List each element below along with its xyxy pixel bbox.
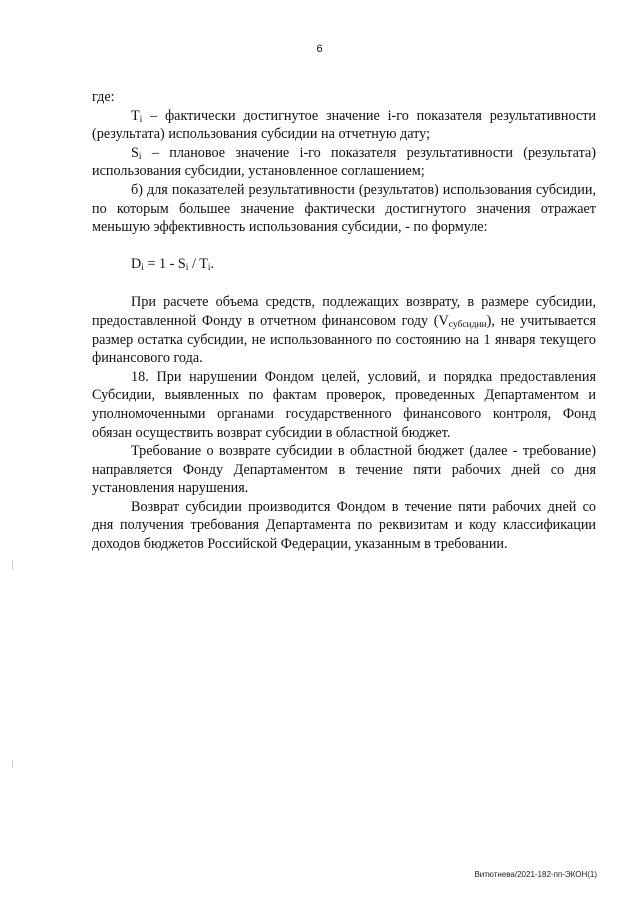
text-run: Возврат субсидии производится Фондом в течение пяти рабочих дней со дня получения требования Департамента по реквизитам и коду классификации доходов бюджетов Российской Федерации, указанным в требовании. <box>92 498 596 553</box>
subscript: субсидии <box>448 319 487 330</box>
subscript: i <box>139 114 143 125</box>
paragraph-calculation-note <box>92 293 596 367</box>
text-run: где: <box>92 89 115 105</box>
paragraph-item-18 <box>92 368 596 442</box>
text-run: . <box>210 255 215 272</box>
text-run: = 1 - S <box>143 255 186 272</box>
text-run: Требование о возврате субсидии в областной бюджет (далее - требование) направляется Фонду Департаментом в течение пяти рабочих дней со дня установления нарушения. <box>92 443 596 497</box>
text-run: 18. При нарушении Фондом целей, условий, и порядка предоставления Субсидии, выявленных по фактам проверок, проведенных Департаментом и уполномоченными органами государственного финансового контроля, Фонд обязан осуществить возврат субсидии в областной бюджет. <box>92 368 596 441</box>
page-number: 6 <box>316 43 323 55</box>
text-run: / T <box>188 255 208 272</box>
text-run: б) для показателей результативности (результатов) использования субсидии, по которым большее значение фактически достигнутого значения отражает меньшую эффективность использования субсидии, - по формуле: <box>92 181 596 236</box>
footer-document-id: Витютнева/2021-182-пп-ЭКОН(1) <box>474 870 597 879</box>
formula-di <box>92 255 596 274</box>
paragraph-requirement <box>92 442 596 498</box>
scan-artifact <box>12 760 13 768</box>
text-run: D <box>131 255 142 272</box>
subscript: i <box>185 262 189 273</box>
document-body <box>92 88 596 554</box>
text-run: При расчете объема средств, подлежащих возврату, в размере субсидии, предоставленной Фонду в отчетном финансовом году (V <box>92 294 596 329</box>
subscript: i <box>138 151 142 162</box>
subscript: i <box>207 262 211 273</box>
paragraph-ti-definition <box>92 107 596 144</box>
paragraph-item-b <box>92 181 596 237</box>
paragraph-where <box>92 88 596 107</box>
text-run: T <box>131 107 140 124</box>
text-run: S <box>131 144 139 161</box>
paragraph-si-definition <box>92 144 596 181</box>
paragraph-refund <box>92 498 596 554</box>
text-run: – фактически достигнутое значение i-го показателя результативности (результата) использования субсидии на отчетную дату; <box>92 107 596 143</box>
text-run: ), не учитывается размер остатка субсидии, не использованного по состоянию на 1 января текущего финансового года. <box>92 312 596 367</box>
text-run: – плановое значение i-го показателя результативности (результата) использования субсидии, установленное соглашением; <box>92 144 596 180</box>
scan-artifact <box>12 560 13 570</box>
subscript: i <box>141 262 144 273</box>
